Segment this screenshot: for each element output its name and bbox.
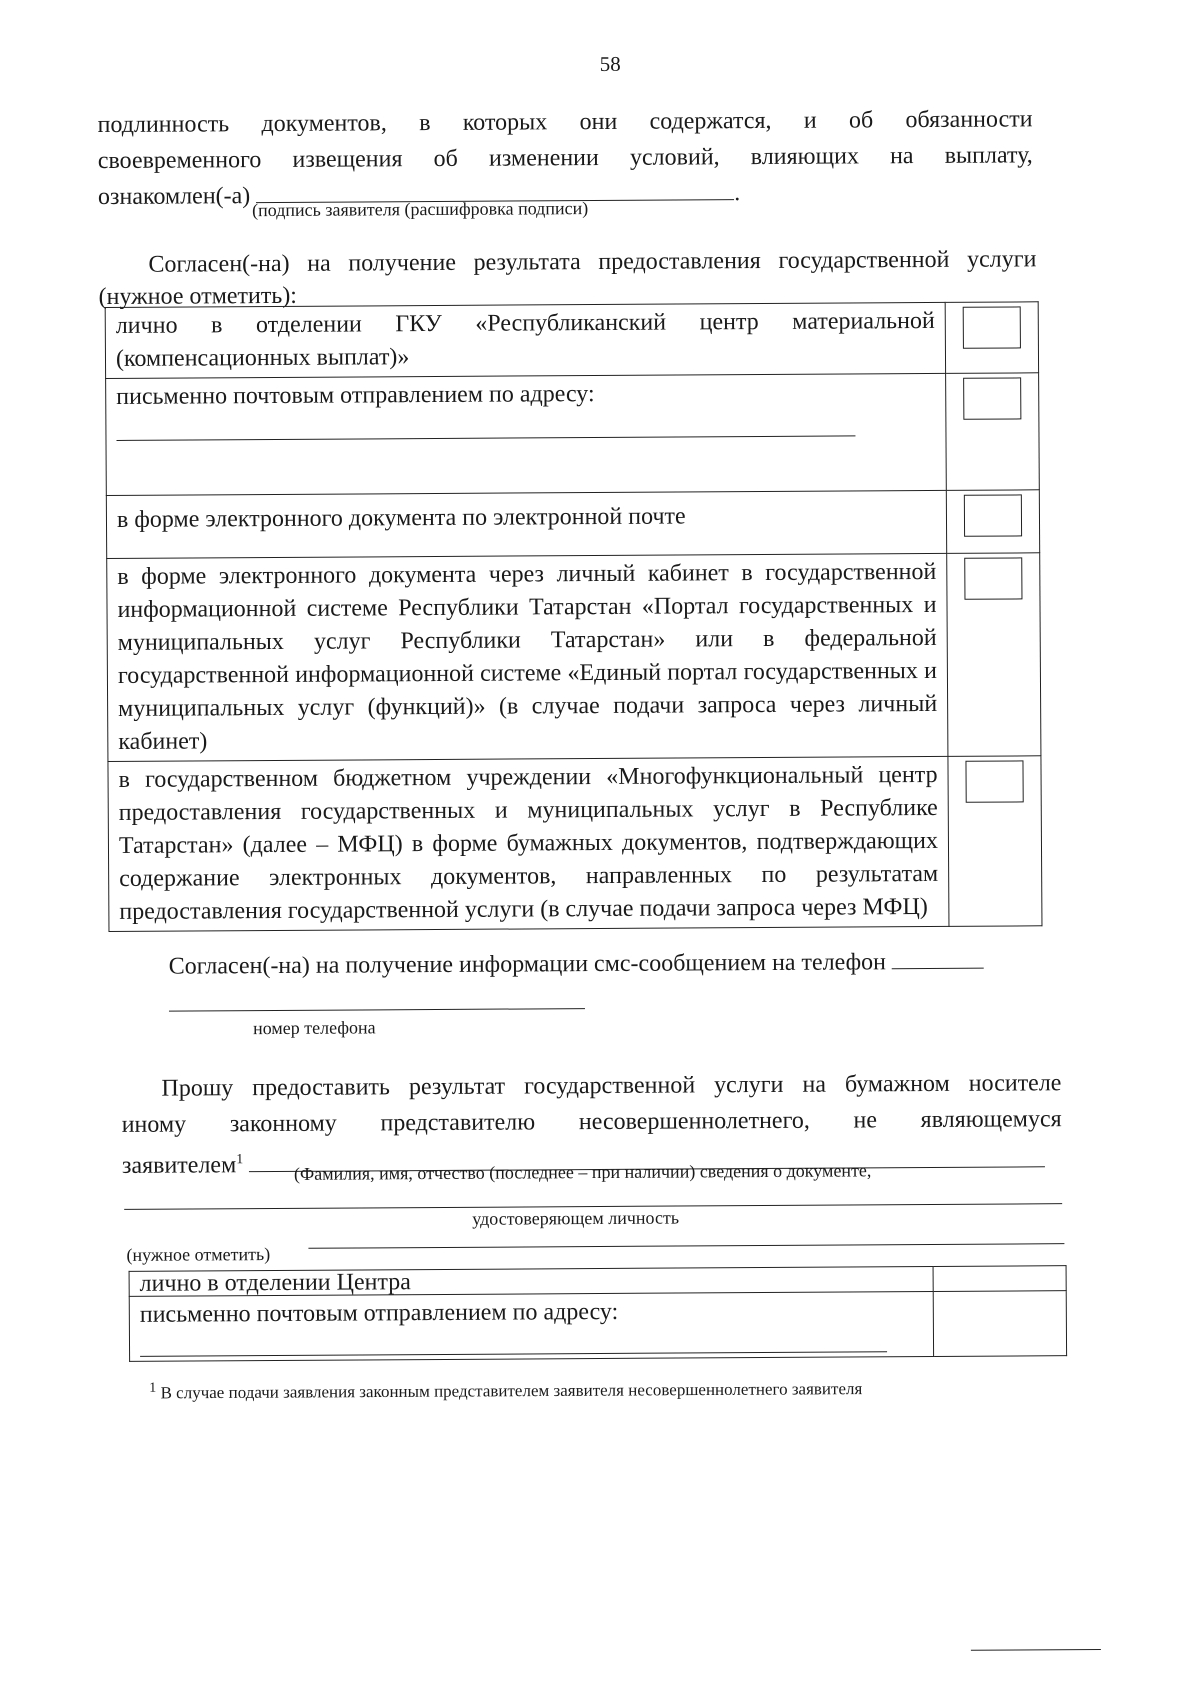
consent-result-heading: [98, 241, 1036, 311]
option-checkbox-cell: [945, 302, 1038, 374]
option-checkbox-cell: [946, 373, 1040, 491]
phone-number-line[interactable]: [169, 1008, 585, 1012]
rep-caption-1: (Фамилия, имя, отчество (последнее – при наличии) сведения о документе,: [293, 1160, 872, 1184]
option-text: лично в отделении ГКУ «Республиканский центр материальной (компенсационных выплат)»: [105, 302, 945, 378]
rep-option-mark-cell[interactable]: [933, 1291, 1066, 1357]
intro-line-1: подлинность документов, в которых они содержатся, и об обязанности: [97, 106, 1033, 139]
phone-line-end[interactable]: [892, 950, 984, 970]
option-row: [108, 756, 1042, 932]
option-checkbox[interactable]: [964, 557, 1022, 599]
option-checkbox[interactable]: [963, 377, 1021, 419]
option-row: [105, 302, 1038, 379]
page-number: 58: [599, 51, 621, 76]
consent-line-1: Согласен(-на) на получение результата предоставления государственной услуги: [148, 246, 1037, 278]
option-checkbox-cell: [948, 756, 1042, 927]
acquainted-label: ознакомлен(-а): [97, 183, 251, 211]
intro-line-2: своевременного извещения об изменении условий, влияющих на выплату,: [97, 142, 1033, 175]
rep-table-top-line: [308, 1243, 1064, 1249]
rep-option-address-cell: [129, 1291, 933, 1361]
address-line[interactable]: [116, 413, 855, 441]
rep-line-2: иному законному представителю несовершеннолетнего, не являющемуся: [121, 1106, 1062, 1138]
rep-label: заявителем: [121, 1152, 237, 1179]
option-checkbox-cell: [946, 490, 1039, 554]
rep-address-line[interactable]: [140, 1333, 887, 1357]
rep-options-table: [129, 1265, 1068, 1362]
option-checkbox[interactable]: [964, 494, 1022, 536]
phone-caption: номер телефона: [253, 1017, 376, 1039]
rep-line-1: Прошу предоставить результат государственной услуги на бумажном носителе: [161, 1070, 1062, 1102]
rep-option-mark-cell[interactable]: [933, 1266, 1066, 1292]
rep-option-row: [129, 1291, 1066, 1362]
rep-caption-2: удостоверяющем личность: [472, 1207, 680, 1229]
sms-text: Согласен(-на) на получение информации смс-сообщением на телефон: [168, 949, 887, 980]
option-text: письменно почтовым отправлением по адресу:: [116, 381, 595, 410]
option-row: [106, 373, 1040, 496]
option-row: [106, 490, 1039, 559]
option-cell-address: [106, 373, 947, 495]
rep-option-text: письменно почтовым отправлением по адресу:: [139, 1298, 619, 1328]
option-checkbox[interactable]: [963, 306, 1021, 348]
intro-period: .: [734, 180, 741, 207]
bottom-rule: [971, 1649, 1101, 1651]
sms-consent: [169, 943, 1044, 984]
option-text: в форме электронного документа через личный кабинет в государственной информационной системе Республики Татарстан «Портал государственных и муниципальных услуг Республики Татарстан» или в федеральной государственной информационной системе «Единый портал государственных и муниципальных услуг (функций)» (в случае подачи запроса через личный кабинет): [107, 553, 948, 761]
footnote-mark: 1: [149, 1380, 157, 1396]
rep-option-text: лично в отделении Центра: [129, 1266, 933, 1296]
option-text: в форме электронного документа по электронной почте: [106, 490, 946, 558]
footnote-text: В случае подачи заявления законным представителем заявителя несовершеннолетнего заявителя: [160, 1379, 863, 1403]
option-checkbox[interactable]: [965, 760, 1023, 802]
footnote: [149, 1376, 862, 1403]
footnote-ref: 1: [236, 1152, 244, 1168]
option-text: в государственном бюджетном учреждении «Многофункциональный центр предоставления государственных и муниципальных услуг в Республике Татарстан» (далее – МФЦ) в форме бумажных документов, подтверждающих содержание электронных документов, направленных по результатам предоставления государственной услуги (в случае подачи запроса через МФЦ): [108, 756, 949, 931]
option-checkbox-cell: [947, 553, 1041, 757]
consent-line-2: (нужное отметить):: [98, 282, 298, 311]
option-row: [107, 553, 1041, 762]
signature-caption: (подпись заявителя (расшифровка подписи): [252, 198, 589, 221]
rep-mark-label: (нужное отметить): [126, 1244, 271, 1265]
result-options-table: [105, 301, 1043, 932]
